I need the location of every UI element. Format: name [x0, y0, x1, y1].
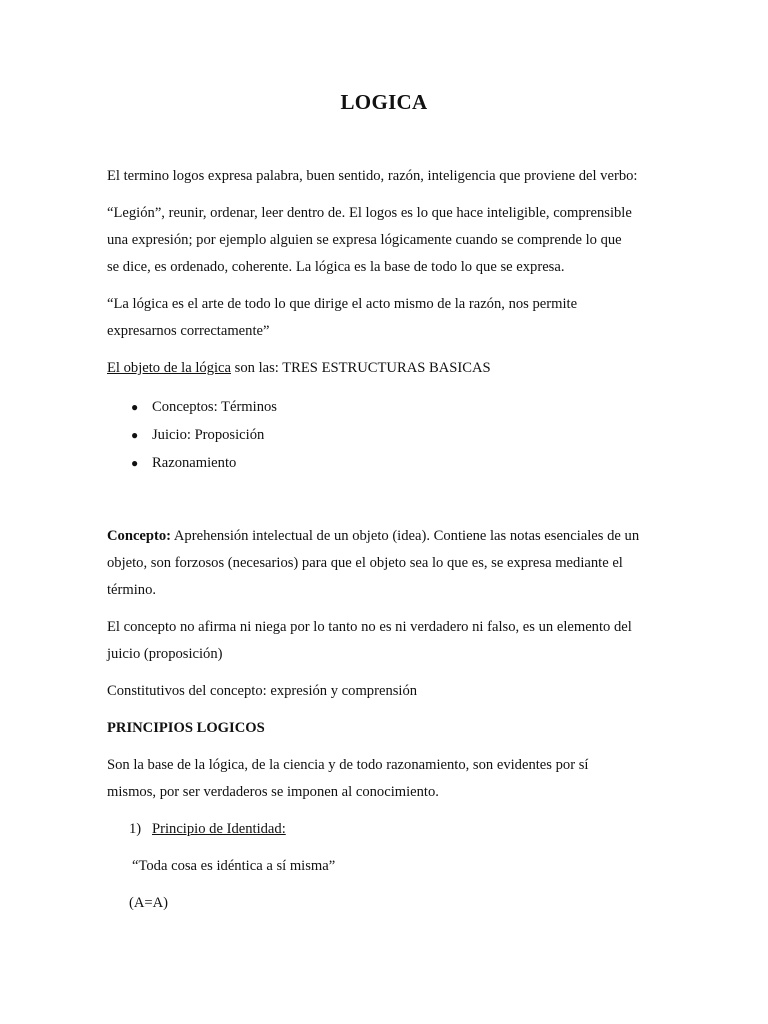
bullet-icon: ●	[131, 428, 139, 442]
principios-line-1: Son la base de la lógica, de la ciencia y de todo razonamiento, son evidentes por sí	[107, 757, 589, 773]
intro-line-1: El termino logos expresa palabra, buen sentido, razón, inteligencia que proviene del verbo:	[107, 168, 638, 184]
quote-line-2: expresarnos correctamente”	[107, 323, 270, 339]
principios-line-2: mismos, por ser verdaderos se imponen al conocimiento.	[107, 784, 439, 800]
objeto-underlined-text: El objeto de la lógica	[107, 360, 232, 376]
concepto-text: Aprehensión intelectual de un objeto (idea). Contiene las notas esenciales de un	[171, 528, 640, 544]
bullet-text: Conceptos: Términos	[152, 399, 277, 415]
intro-line-4: se dice, es ordenado, coherente. La lógica es la base de todo lo que se expresa.	[107, 259, 565, 275]
intro-line-3: una expresión; por ejemplo alguien se expresa lógicamente cuando se comprende lo que	[107, 232, 622, 248]
item1-quote: “Toda cosa es idéntica a sí misma”	[132, 858, 336, 874]
bullet-text: Razonamiento	[152, 455, 237, 471]
intro-line-2: “Legión”, reunir, ordenar, leer dentro de. El logos es lo que hace inteligible, comprensible	[107, 205, 632, 221]
item1-number: 1)	[129, 821, 142, 837]
document-title: LOGICA	[340, 90, 428, 114]
objeto-line	[107, 359, 491, 377]
quote-line-1: “La lógica es el arte de todo lo que dirige el acto mismo de la razón, nos permite	[107, 296, 578, 312]
constitutivos-line: Constitutivos del concepto: expresión y comprensión	[107, 683, 418, 699]
item1-formula: (A=A)	[129, 895, 169, 911]
concepto-line-1	[107, 527, 639, 545]
concepto2-line-2: juicio (proposición)	[107, 646, 223, 662]
item1-label: Principio de Identidad:	[152, 821, 286, 837]
principios-heading: PRINCIPIOS LOGICOS	[107, 720, 265, 736]
concepto-line-2: objeto, son forzosos (necesarios) para que el objeto sea lo que es, se expresa mediante el	[107, 555, 623, 571]
bullet-icon: ●	[131, 400, 139, 414]
concepto-line-3: término.	[107, 582, 157, 598]
concepto2-line-1: El concepto no afirma ni niega por lo tanto no es ni verdadero ni falso, es un elemento del	[107, 619, 632, 635]
bullet-icon: ●	[131, 456, 139, 470]
objeto-rest-text: son las: TRES ESTRUCTURAS BASICAS	[231, 360, 491, 376]
bullet-text: Juicio: Proposición	[152, 427, 265, 443]
concepto-label: Concepto:	[107, 528, 172, 544]
